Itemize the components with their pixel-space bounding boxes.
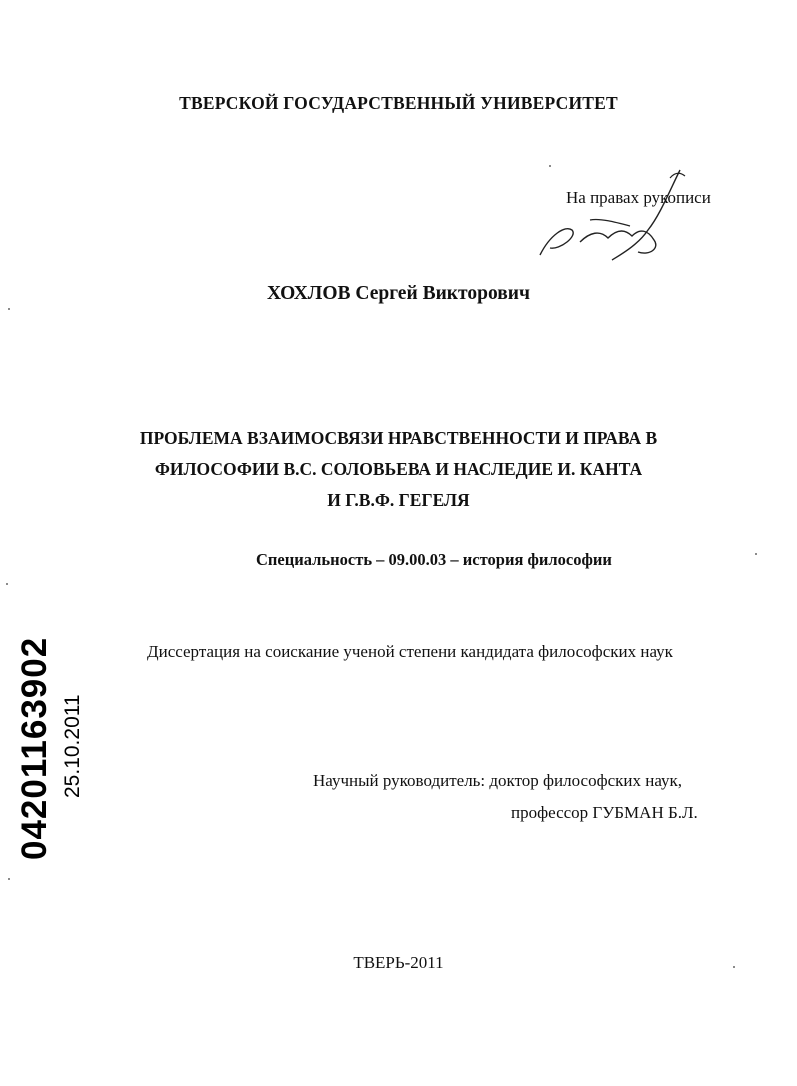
scientific-supervisor bbox=[313, 765, 698, 829]
supervisor-line: профессор ГУБМАН Б.Л. bbox=[511, 803, 698, 822]
degree-statement: Диссертация на соискание ученой степени кандидата философских наук bbox=[147, 642, 673, 661]
title-line: И Г.В.Ф. ГЕГЕЛЯ bbox=[327, 490, 470, 510]
scan-speck bbox=[6, 583, 8, 585]
university-name: ТВЕРСКОЙ ГОСУДАРСТВЕННЫЙ УНИВЕРСИТЕТ bbox=[179, 93, 618, 113]
scan-speck bbox=[755, 553, 757, 555]
title-line: ФИЛОСОФИИ В.С. СОЛОВЬЕВА И НАСЛЕДИЕ И. КАНТА bbox=[154, 459, 643, 479]
specialty: Специальность – 09.00.03 – история философии bbox=[256, 550, 612, 569]
city-year: ТВЕРЬ-2011 bbox=[353, 953, 444, 972]
scan-speck bbox=[549, 165, 551, 167]
manuscript-note: На правах рукописи bbox=[566, 188, 711, 207]
supervisor-line: Научный руководитель: доктор философских наук, bbox=[313, 771, 683, 790]
dissertation-title bbox=[0, 423, 797, 516]
library-stamp bbox=[14, 636, 86, 860]
author-name: ХОХЛОВ Сергей Викторович bbox=[266, 283, 530, 304]
stamp-date: 25.10.2011 bbox=[61, 694, 84, 798]
stamp-number: 04201163902 bbox=[15, 636, 54, 860]
signature bbox=[520, 160, 690, 265]
scan-speck bbox=[8, 878, 10, 880]
scan-speck bbox=[733, 966, 735, 968]
scan-speck bbox=[8, 308, 10, 310]
title-line: ПРОБЛЕМА ВЗАИМОСВЯЗИ НРАВСТВЕННОСТИ И ПРАВА В bbox=[139, 428, 658, 448]
